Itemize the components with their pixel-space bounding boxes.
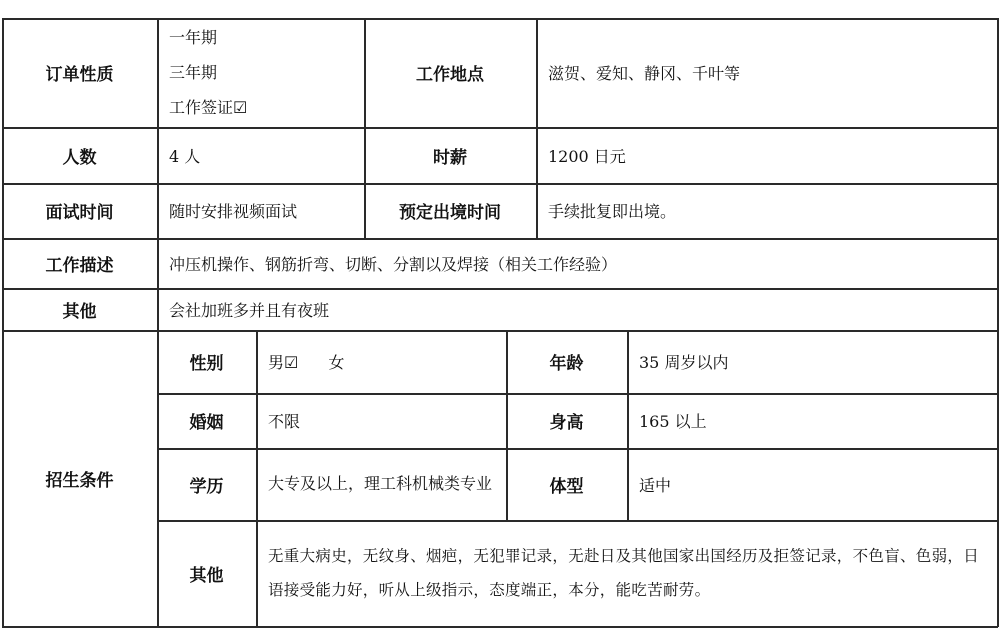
height-value: 165 以上 xyxy=(639,412,707,431)
body-type-label: 体型 xyxy=(549,476,584,497)
job-description-label: 工作描述 xyxy=(45,255,114,276)
work-location-value: 滋贺、爱知、静冈、千叶等 xyxy=(548,64,741,83)
body-type-value: 适中 xyxy=(639,475,672,495)
education-value: 大专及以上，理工科机械类专业 xyxy=(268,474,493,493)
gender-label: 性别 xyxy=(189,354,224,374)
job-description-value: 冲压机操作、钢筋折弯、切断、分割以及焊接（相关工作经验） xyxy=(169,254,618,274)
other-value: 会社加班多并且有夜班 xyxy=(169,300,330,320)
marriage-value: 不限 xyxy=(268,412,301,431)
gender-male-option: 男☑ xyxy=(268,353,299,372)
departure-time-label: 预定出境时间 xyxy=(399,203,501,223)
hourly-wage-value: 1200 日元 xyxy=(548,146,626,166)
requirements-other-value: 无重大病史，无纹身、烟疤，无犯罪记录，无赴日及其他国家出国经历及拒签记录，不色盲、色弱，日语接受能力好，听从上级指示，态度端正，本分，能吃苦耐劳。 xyxy=(268,547,980,599)
order-nature-options xyxy=(157,18,364,127)
order-option-three-year: 三年期 xyxy=(169,63,218,82)
headcount-value: 4 人 xyxy=(169,146,201,166)
other-label: 其他 xyxy=(62,301,97,322)
hourly-wage-label: 时薪 xyxy=(433,147,467,168)
gender-female-option: 女 xyxy=(328,353,345,372)
order-option-work-visa: 工作签证☑ xyxy=(169,98,248,117)
departure-time-value: 手续批复即出境。 xyxy=(548,202,677,221)
age-value: 35 周岁以内 xyxy=(639,353,729,372)
interview-time-value: 随时安排视频面试 xyxy=(169,202,298,221)
table-border-right xyxy=(997,18,999,627)
education-label: 学历 xyxy=(189,476,224,497)
gender-value xyxy=(256,330,506,393)
requirements-section-label: 招生条件 xyxy=(45,470,114,491)
order-option-one-year: 一年期 xyxy=(169,28,218,47)
marriage-label: 婚姻 xyxy=(189,413,224,433)
table-border-bottom xyxy=(2,626,998,628)
height-label: 身高 xyxy=(549,413,584,433)
interview-time-label: 面试时间 xyxy=(45,203,114,223)
work-location-label: 工作地点 xyxy=(416,65,484,85)
order-nature-label: 订单性质 xyxy=(45,65,114,85)
age-label: 年龄 xyxy=(549,354,584,374)
requirements-other-label: 其他 xyxy=(189,565,224,586)
headcount-label: 人数 xyxy=(62,147,97,168)
